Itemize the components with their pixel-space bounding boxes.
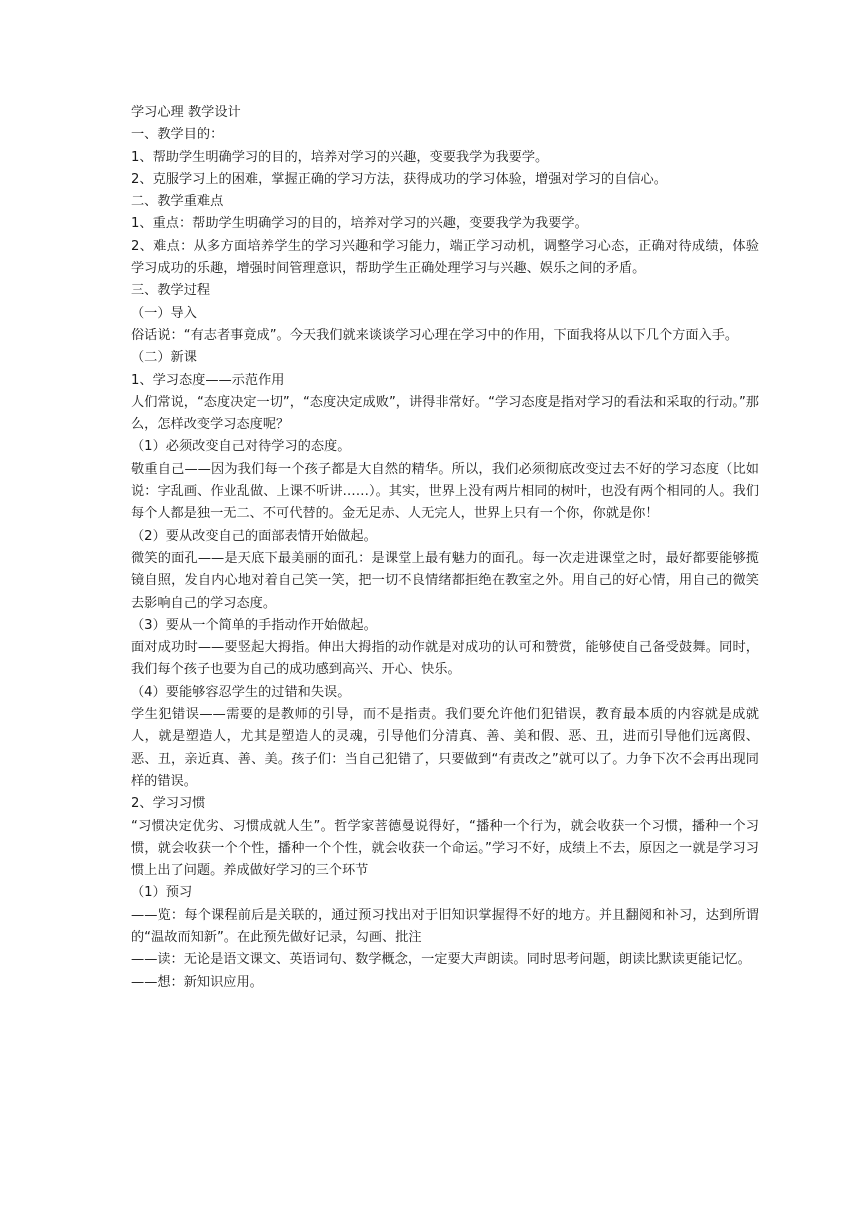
point-heading-4: （4）要能够容忍学生的过错和失误。 [131, 684, 351, 700]
key-point-item: 1、重点：帮助学生明确学习的目的，培养对学习的兴趣，变要我学为我要学。 [131, 216, 588, 232]
document-body [131, 102, 759, 994]
paragraph-introduction: 俗话说：“有志者事竟成”。今天我们就来谈谈学习心理在学习中的作用，下面我将从以下几个方面入手。 [131, 327, 739, 343]
section-heading-key-points: 二、教学重难点 [131, 194, 224, 210]
subheading-introduction: （一）导入 [131, 305, 197, 321]
section-heading-objectives: 一、教学目的： [131, 127, 224, 143]
paragraph-mistakes: 学生犯错误——需要的是教师的引导，而不是指责。我们要允许他们犯错误，教育最本质的内容就是成就人，就是塑造人，尤其是塑造人的灵魂，引导他们分清真、善、美和假、恶、丑，进而引导他们远离假、恶、丑，亲近真、善、美。孩子们：当自己犯错了，只要做到“有责改之”就可以了。力争下次不会再出现同样的错误。 [131, 707, 759, 789]
paragraph-respect-self: 敬重自己——因为我们每一个孩子都是大自然的精华。所以，我们必须彻底改变过去不好的学习态度（比如说：字乱画、作业乱做、上课不听讲……）。其实，世界上没有两片相同的树叶，也没有两个相同的人。我们每个人都是独一无二、不可代替的。金无足赤、人无完人，世界上只有一个你，你就是你！ [131, 461, 759, 522]
paragraph-preview-read: ——读：无论是语文课文、英语词句、数学概念，一定要大声朗读。同时思考问题，朗读比默读更能记忆。 [131, 952, 751, 968]
document-title: 学习心理 教学设计 [131, 105, 241, 120]
topic-heading-habits: 2、学习习惯 [131, 796, 206, 812]
section-heading-process: 三、教学过程 [131, 283, 211, 299]
point-heading-1: （1）必须改变自己对待学习的态度。 [131, 439, 351, 455]
point-heading-3: （3）要从一个简单的手指动作开始做起。 [131, 617, 377, 633]
paragraph-smile: 微笑的面孔——是天底下最美丽的面孔：是课堂上最有魅力的面孔。每一次走进课堂之时，最好都要能够揽镜自照，发自内心地对着自己笑一笑，把一切不良情绪都拒绝在教室之外。用自己的好心情，用自己的微笑去影响自己的学习态度。 [131, 550, 759, 611]
subheading-new-lesson: （二）新课 [131, 350, 197, 366]
point-heading-2: （2）要从改变自己的面部表情开始做起。 [131, 528, 377, 544]
paragraph-preview-think: ——想：新知识应用。 [131, 974, 263, 990]
paragraph-thumbs-up: 面对成功时——要竖起大拇指。伸出大拇指的动作就是对成功的认可和赞赏，能够使自己备受鼓舞。同时，我们每个孩子也要为自己的成功感到高兴、开心、快乐。 [131, 640, 759, 678]
topic-heading-attitude: 1、学习态度——示范作用 [131, 372, 285, 388]
objective-item-1: 1、帮助学生明确学习的目的，培养对学习的兴趣，变要我学为我要学。 [131, 149, 549, 165]
paragraph-attitude: 人们常说，“态度决定一切”，“态度决定成败”，讲得非常好。“学习态度是指对学习的看法和采取的行动。”那么，怎样改变学习态度呢？ [131, 394, 759, 433]
difficulty-item: 2、难点：从多方面培养学生的学习兴趣和学习能力，端正学习动机，调整学习心态，正确对待成绩，体验学习成功的乐趣，增强时间管理意识，帮助学生正确处理学习与兴趣、娱乐之间的矛盾。 [131, 238, 759, 277]
objective-item-2: 2、克服学习上的困难，掌握正确的学习方法，获得成功的学习体验，增强对学习的自信心。 [131, 171, 667, 187]
paragraph-habits: “习惯决定优劣、习惯成就人生”。哲学家菩德曼说得好，“播种一个行为，就会收获一个习惯，播种一个习惯，就会收获一个个性，播种一个个性，就会收获一个命运。”学习不好，成绩上不去，原因之一就是学习习惯上出了问题。养成做好学习的三个环节 [131, 818, 759, 879]
paragraph-preview-browse: ——览：每个课程前后是关联的，通过预习找出对于旧知识掌握得不好的地方。并且翻阅和补习，达到所谓的“温故而知新”。在此预先做好记录，勾画、批注 [131, 907, 759, 945]
point-heading-preview: （1）预习 [131, 885, 193, 901]
